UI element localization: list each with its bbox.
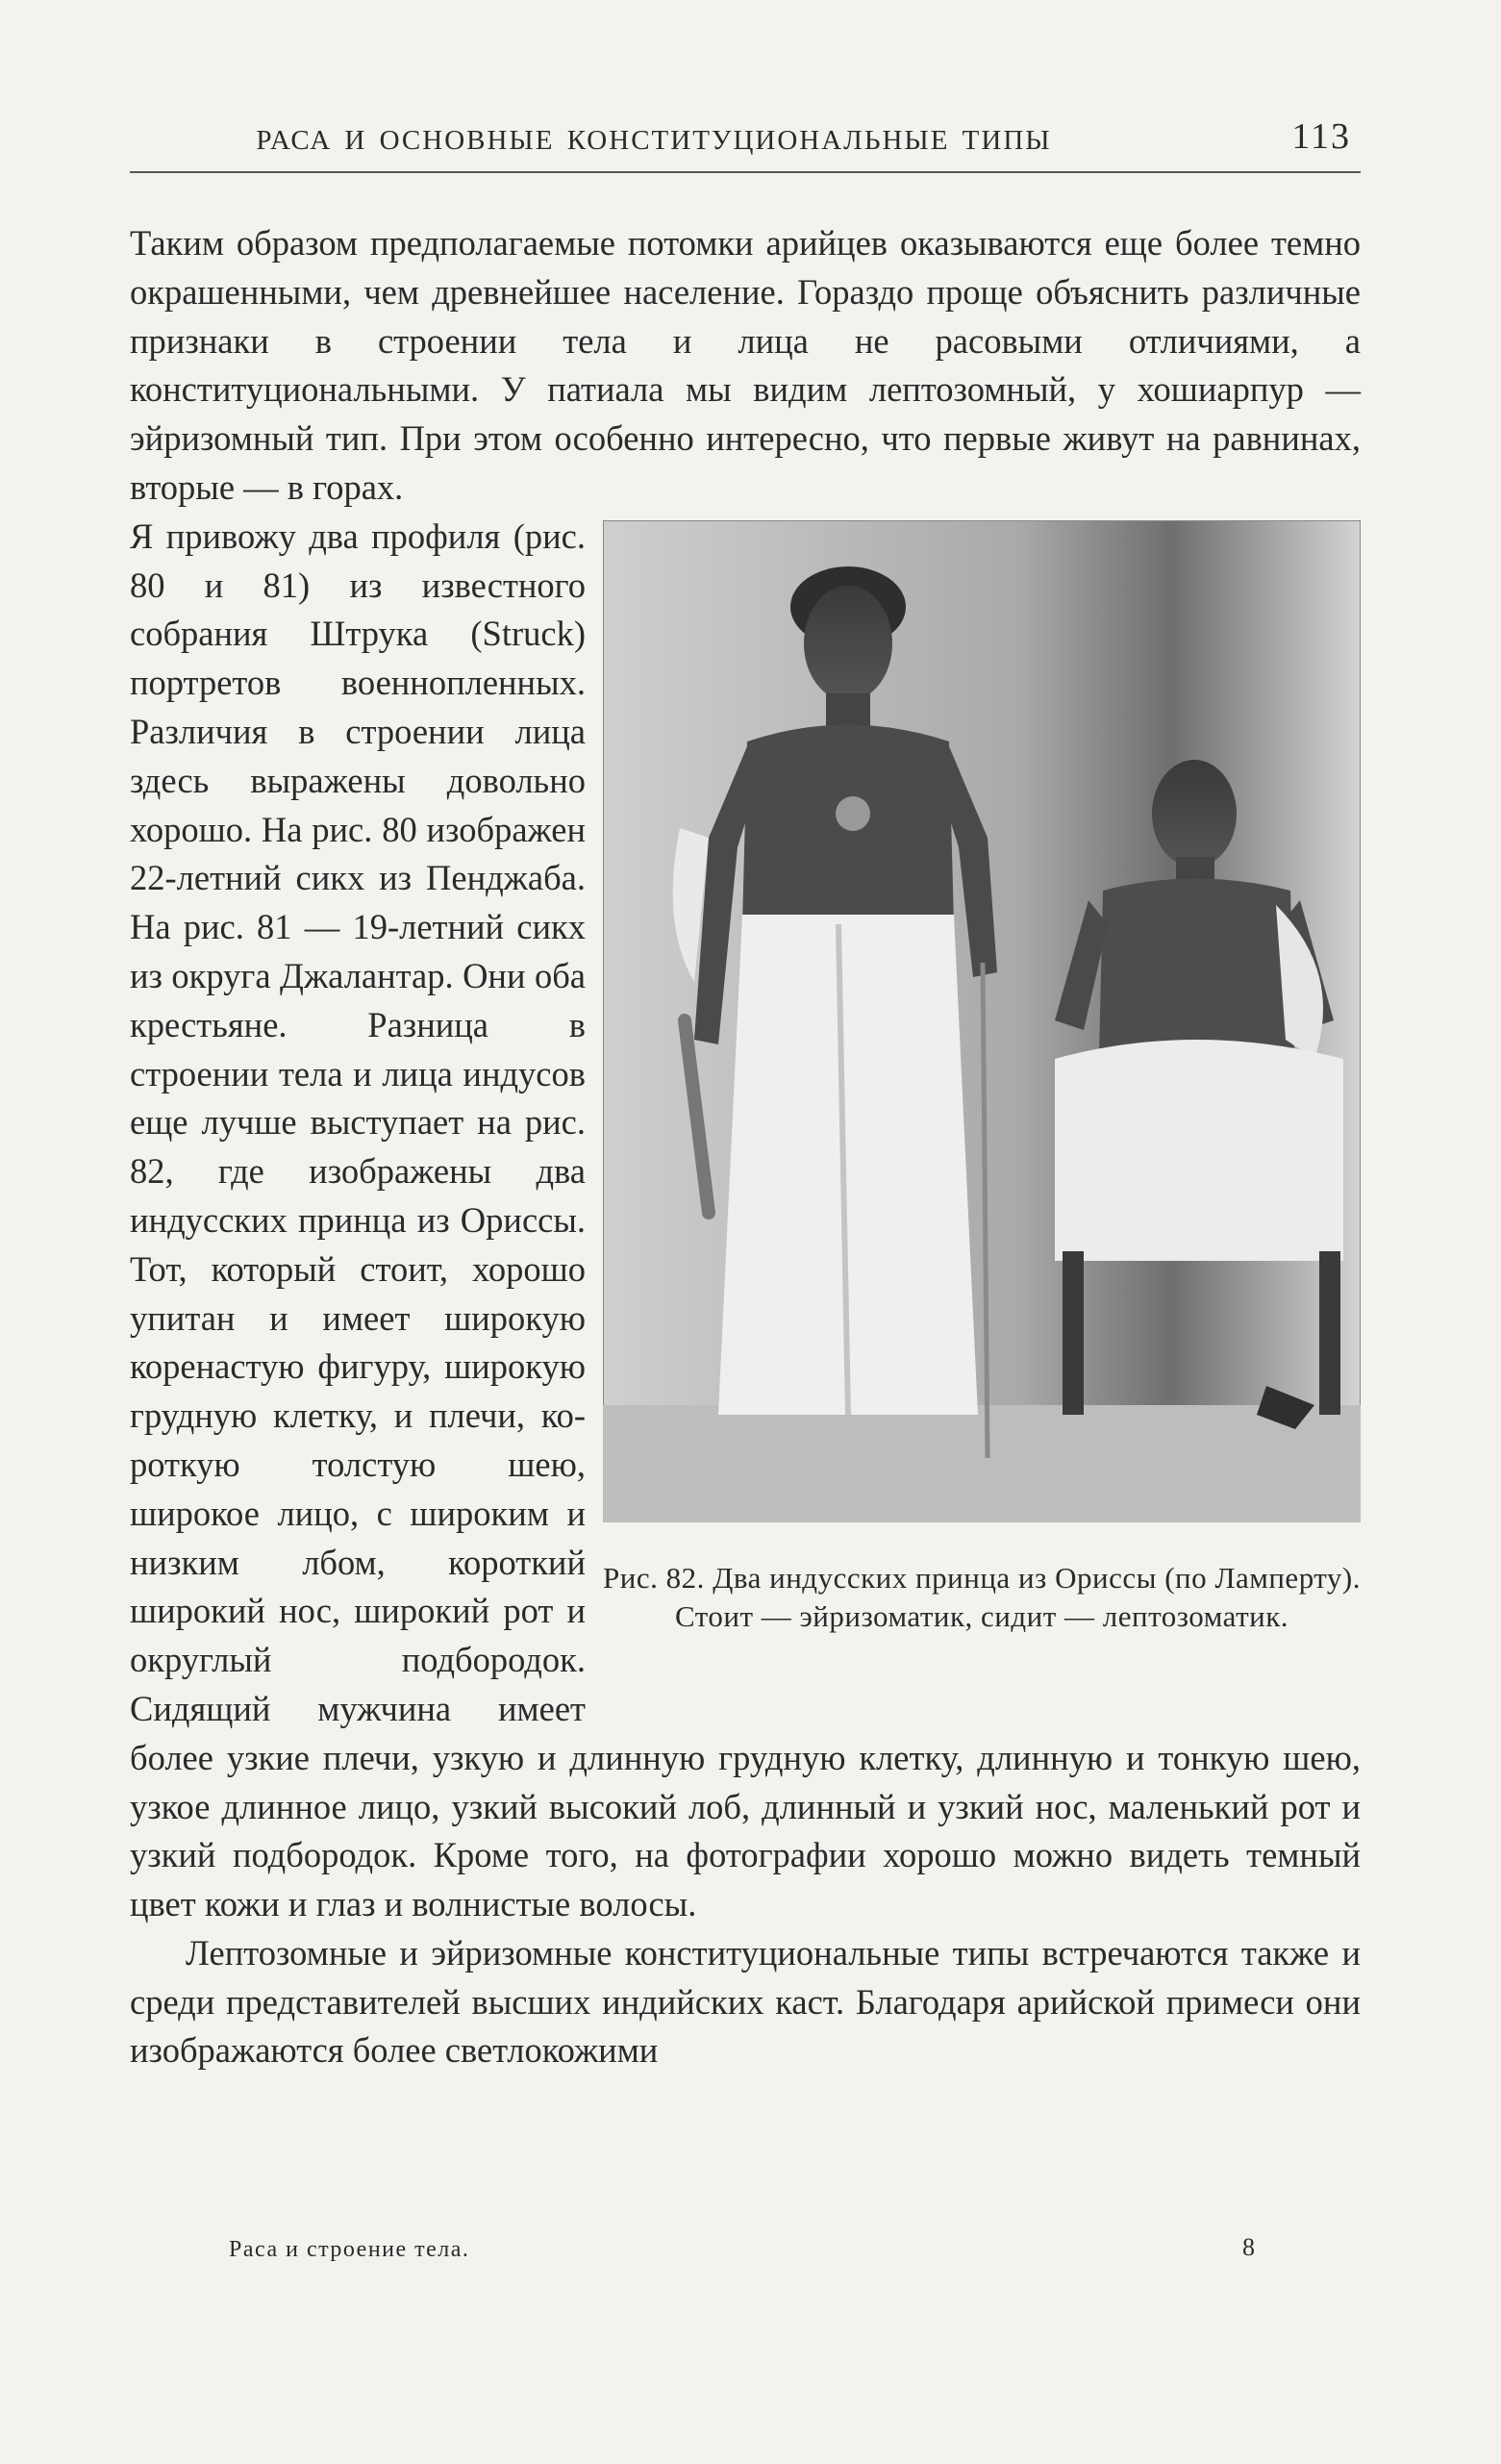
sheet-number: 8: [1242, 2233, 1255, 2261]
paragraph-3: Лептозомные и эйризомные конституциональные типы встречаются также и среди представителей высших индийских каст. Благодаря арийской примеси они изображаются более светлокожими: [130, 1932, 1361, 2071]
figure-caption: Рис. 82. Два индусских принца из Ориссы (по Ламперту). Стоит — эйризоматик, сидит — лептозоматик.: [603, 1560, 1361, 1633]
signature-line: Раса и строение тела.: [229, 2237, 470, 2262]
running-head: [130, 115, 1361, 183]
figure-82: [603, 520, 1361, 1705]
body-text: [130, 219, 1361, 2075]
photo-two-princes: [603, 520, 1361, 1522]
paragraph-1: Таким образом предполагаемые потомки арийцев оказываются еще более темно окрашенными, чем древнейшее население. Гораздо проще объяснить различные признаки в строении тела и лица не расовыми отличиями, а конституциональными. У патиала мы видим лептозомный, у хошиарпур — эйризомный тип. При этом особенно интересно, что первые живут на равнинах, вторые — в горах.: [130, 223, 1361, 507]
paragraph-2: Я привожу два профиля (рис. 80 и 81) из известного собрания Штрука (Struck) портретов военнопленных. Различия в строении лица здесь выражены довольно хорошо. На рис. 80 изображен 22-летний сикх из Пенджаба. На рис. 81 — 19-летний сикх из округа Джалантар. Они оба крестьяне. Разница в строении тела и лица индусов еще лучше выступает на рис. 82, где изображены два индусских принца из Ориссы. Тот, который стоит, хорошо упитан и имеет широкую коренастую фигуру, широкую грудную клетку, и плечи, короткую толстую шею, широкое лицо, с широким и низким лбом, короткий широкий нос, широкий рот и округлый подбородок. Сидящий мужчина имеет более узкие плечи, узкую и длинную грудную клетку, длинную и тонкую шею, узкое длинное лицо, узкий высокий лоб, длинный и узкий нос, маленький рот и узкий подбородок. Кроме того, на фотографии хорошо можно видеть темный цвет кожи и глаз и волнистые волосы.: [130, 515, 1361, 1924]
page-number: 113: [1291, 116, 1351, 157]
running-head-title: РАСА И ОСНОВНЫЕ КОНСТИТУЦИОНАЛЬНЫЕ ТИПЫ: [256, 125, 1052, 156]
header-rule: [130, 171, 1361, 173]
